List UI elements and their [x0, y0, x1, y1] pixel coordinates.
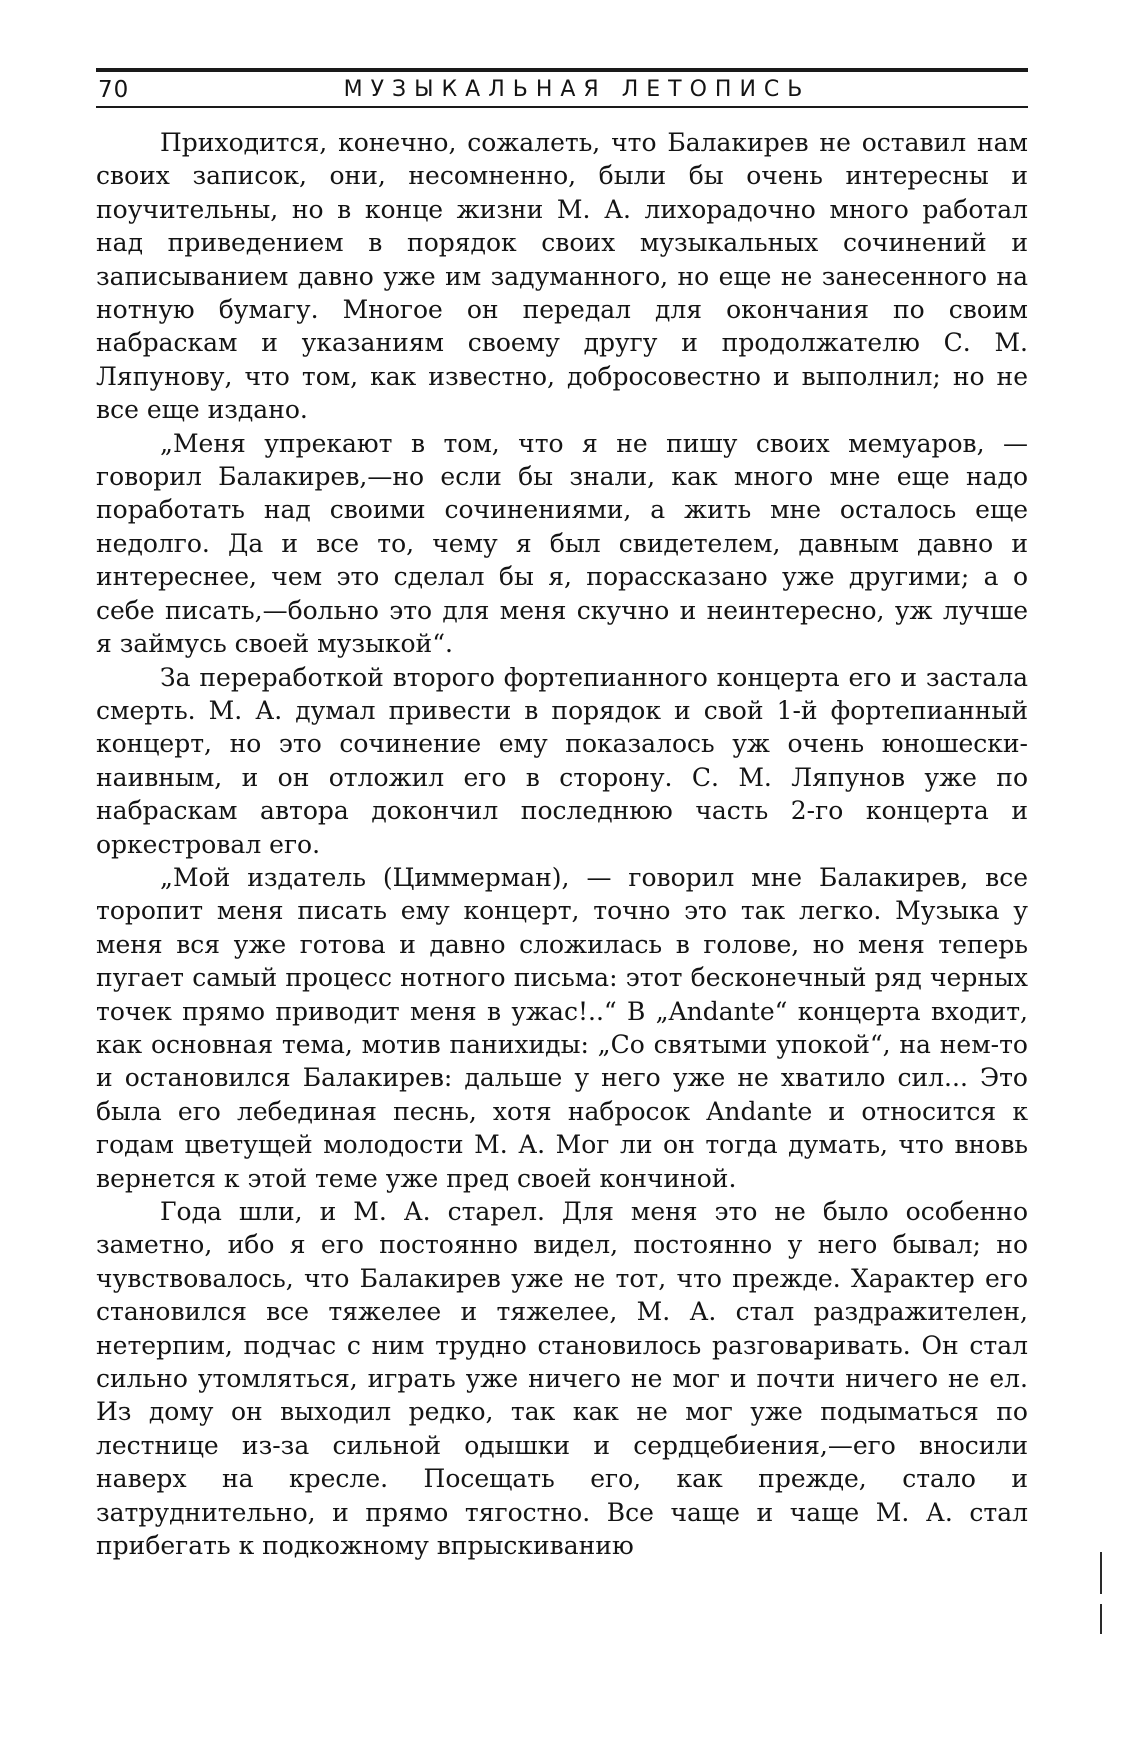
- paragraph: „Мой издатель (Циммерман), — говорил мне Балакирев, все торопит меня писать ему концерт, точно это так легко. Музыка у меня вся уже готова и давно сложилась в голове, но меня теперь пугает самый процесс нотного письма: этот бесконечный ряд черных точек прямо приводит меня в ужас!..“ В „Andante“ концерта входит, как основная тема, мотив панихиды: „Со святыми упокой“, на нем-то и остановился Балакирев: дальше у него уже не хватило сил... Это была его лебединая песнь, хотя набросок Andante и относится к годам цветущей молодости М. А. Мог ли он тогда думать, что вновь вернется к этой теме уже пред своей кончиной.: [96, 862, 1028, 1193]
- header-top-rule: [96, 68, 1028, 72]
- page: [96, 68, 1028, 1718]
- paragraph: За переработкой второго фортепианного концерта его и застала смерть. М. А. думал привести в порядок и свой 1-й фортепианный концерт, но это сочинение ему показалось уж очень юношески-наивным, и он отложил его в сторону. С. М. Ляпунов уже по набраскам автора докончил последнюю часть 2-го концерта и оркестровал его.: [96, 662, 1028, 859]
- running-title: МУЗЫКАЛЬНАЯ ЛЕТОПИСЬ: [343, 77, 811, 102]
- margin-mark: [1100, 1552, 1102, 1594]
- running-header: [96, 76, 1028, 104]
- paragraph: Приходится, конечно, сожалеть, что Балакирев не оставил нам своих записок, они, несомненно, были бы очень интересны и поучительны, но в конце жизни М. А. лихорадочно много работал над приведением в порядок своих музыкальных сочинений и записыванием давно уже им задуманного, но еще не занесенного на нотную бумагу. Многое он передал для окончания по своим набраскам и указаниям своему другу и продолжателю С. М. Ляпунову, что том, как известно, добросовестно и выполнил; но не все еще издано.: [96, 128, 1028, 425]
- margin-mark: [1100, 1604, 1102, 1634]
- body-text: [96, 126, 1028, 1562]
- header-bottom-rule: [96, 106, 1028, 108]
- paragraph: Года шли, и М. А. старел. Для меня это не было особенно заметно, ибо я его постоянно видел, постоянно у него бывал; но чувствовалось, что Балакирев уже не тот, что прежде. Характер его становился все тяжелее и тяжелее, М. А. стал раздражителен, нетерпим, подчас с ним трудно становилось разговаривать. Он стал сильно утомляться, играть уже ничего не мог и почти ничего не ел. Из дому он выходил редко, так как не мог уже подыматься по лестнице из-за сильной одышки и сердцебиения,—его вносили наверх на кресле. Посещать его, как прежде, стало и затруднительно, и прямо тягостно. Все чаще и чаще М. А. стал прибегать к подкожному впрыскиванию: [96, 1197, 1028, 1561]
- paragraph: „Меня упрекают в том, что я не пишу своих мемуаров, — говорил Балакирев,—но если бы знали, как много мне еще надо поработать над своими сочинениями, а жить мне осталось еще недолго. Да и все то, чему я был свидетелем, давным давно и интереснее, чем это сделал бы я, порассказано уже другими; а о себе писать,—больно это для меня скучно и неинтересно, уж лучше я займусь своей музыкой“.: [96, 428, 1028, 659]
- page-number: 70: [98, 77, 130, 103]
